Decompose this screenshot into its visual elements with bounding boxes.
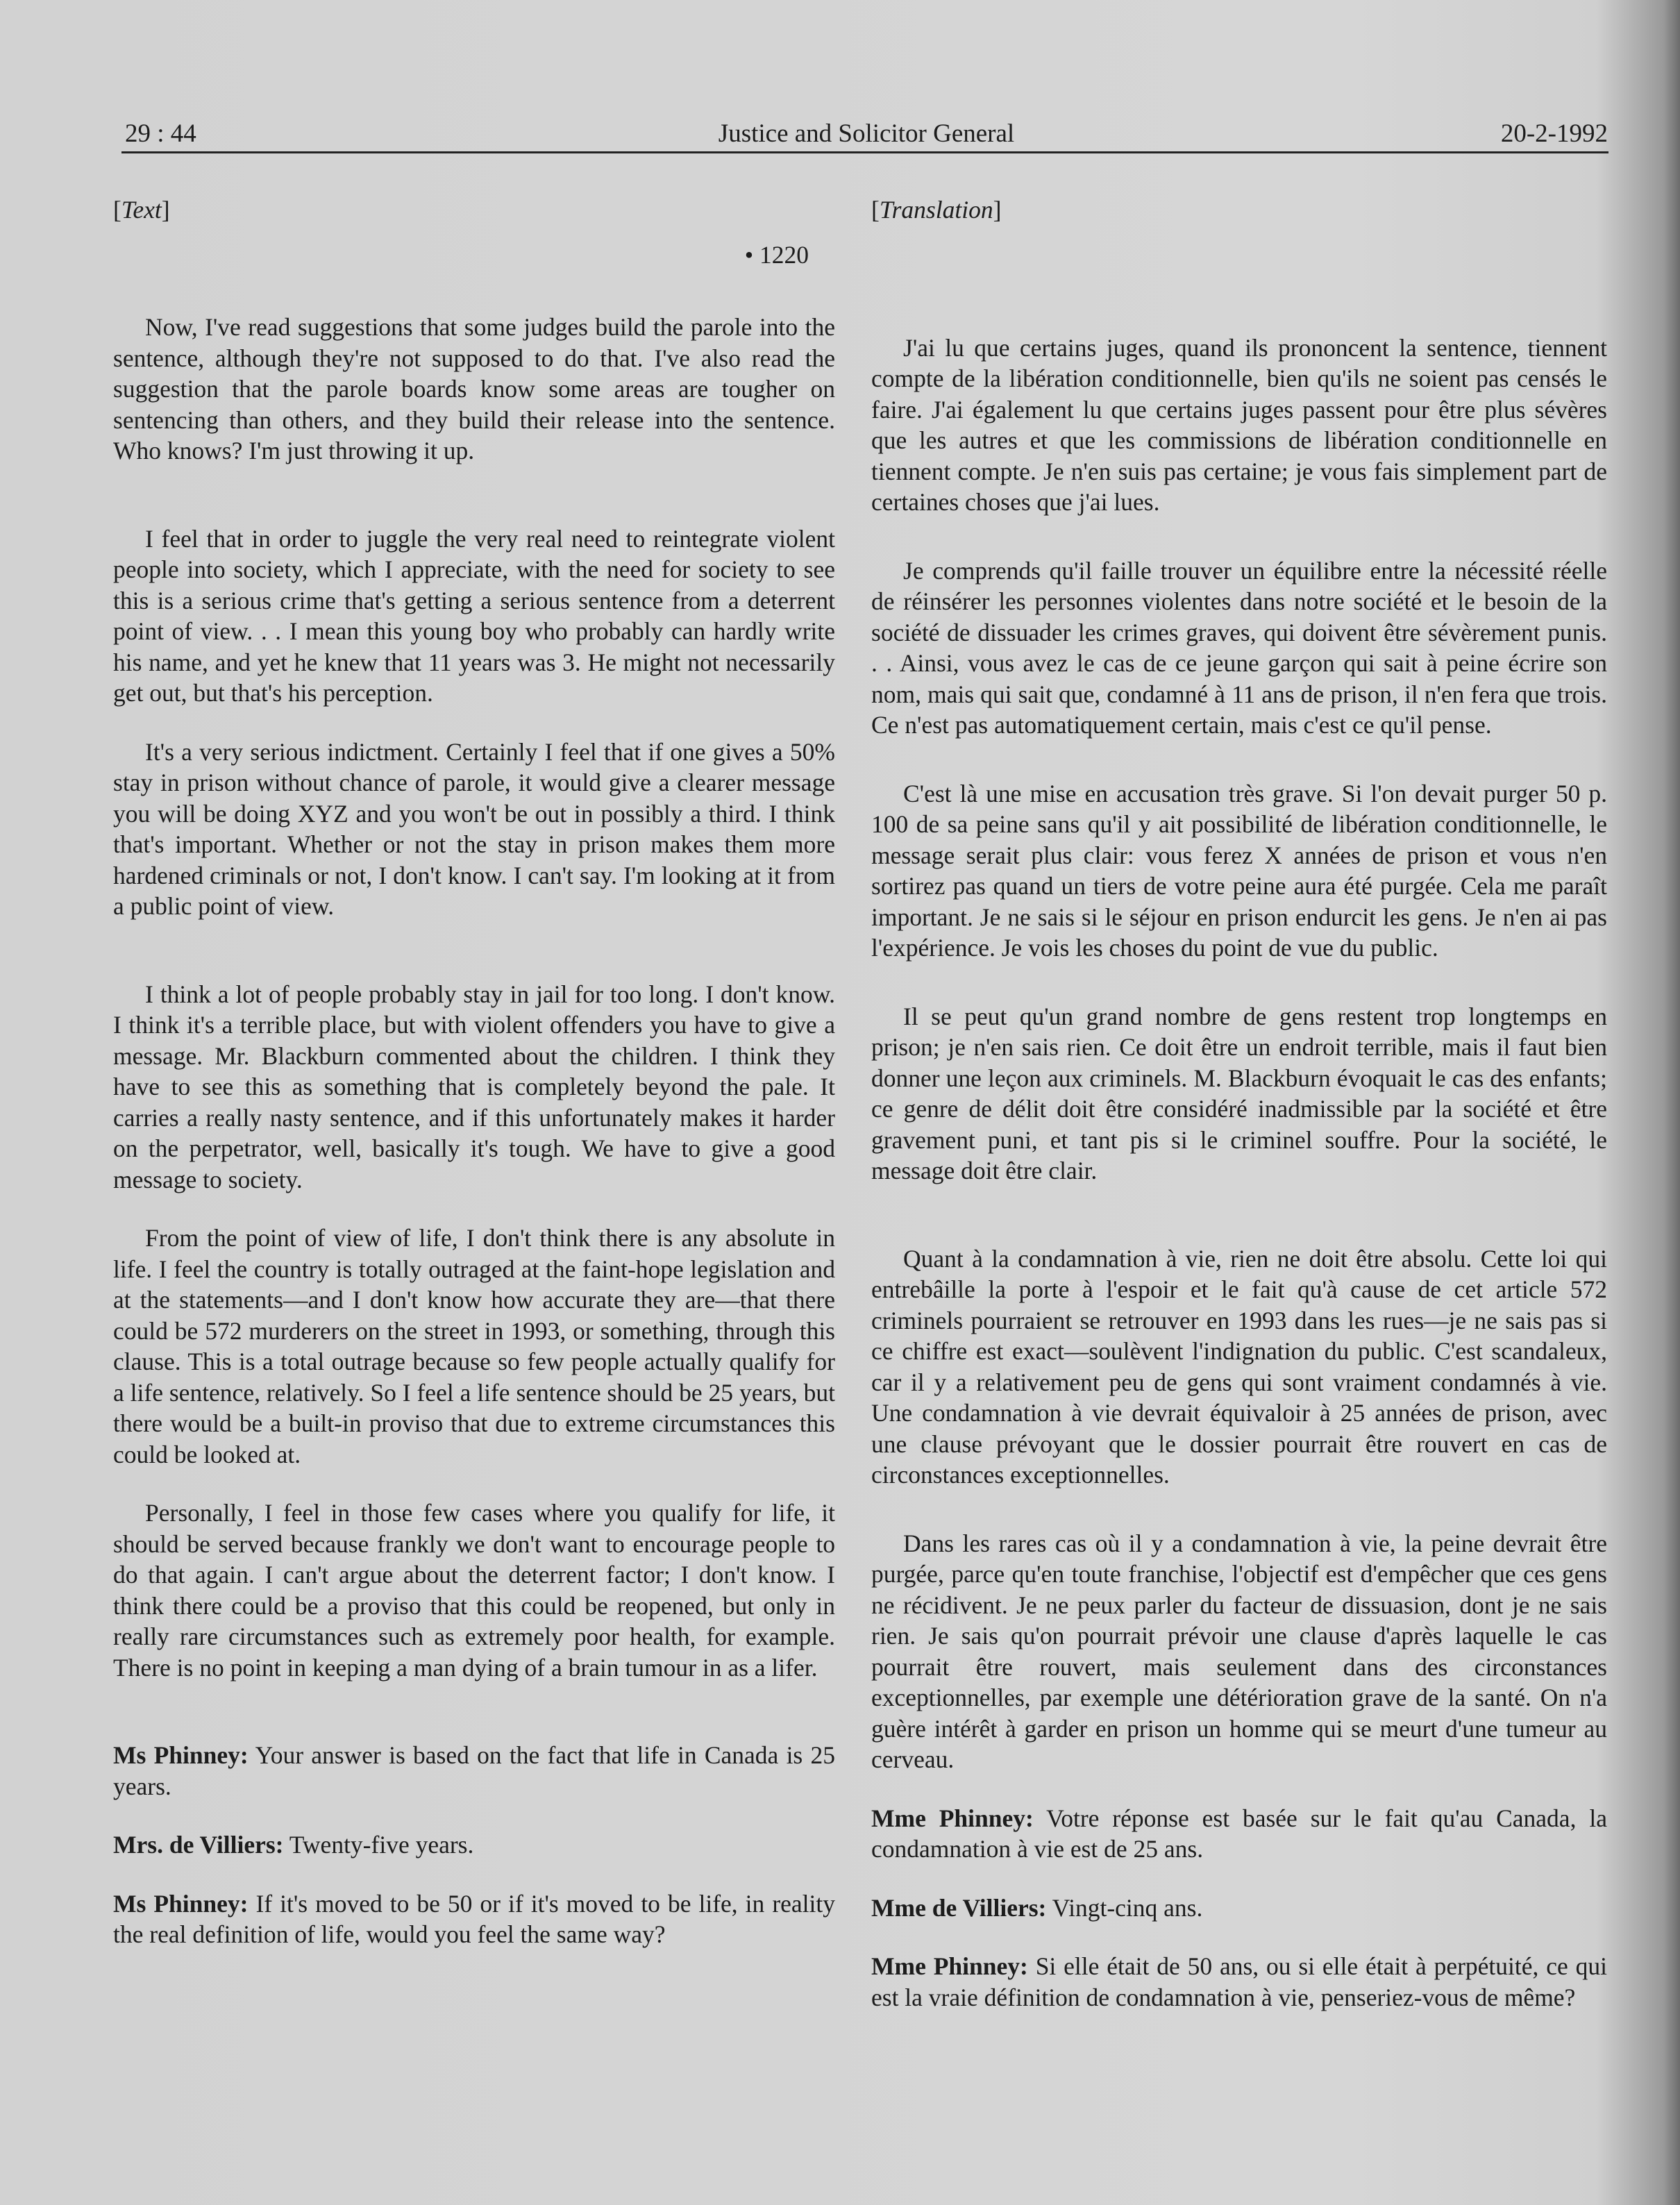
paragraph: Now, I've read suggestions that some judges build the parole into the sentence, although they're not supposed to do that. I've also read the suggestion that the parole boards know some areas are tougher on sentencing than others, and they build their release into the sentence. Who knows? I'm just throwing it up.: [113, 313, 835, 464]
exchange: [871, 1893, 1607, 1924]
paragraph: Personally, I feel in those few cases where you qualify for life, it should be served because frankly we don't want to encourage people to do that again. I can't argue about the deterrent factor; I don't know. I think there could be a proviso that this could be reopened, but only in really rare circumstances such as extremely poor health, for example. There is no point in keeping a man dying of a brain tumour in as a lifer.: [113, 1499, 835, 1682]
speech: Your answer is based on the fact that life in Canada is 25 years.: [113, 1741, 836, 1800]
exchange: [113, 1740, 835, 1802]
paragraph: It's a very serious indictment. Certainly I feel that if one gives a 50% stay in prison without chance of parole, it would give a clearer message you will be doing XYZ and you won't be out in possibly a third. I think that's important. Whether or not the stay in prison makes them more hardened criminals or not, I don't know. I can't say. I'm looking at it from a public point of view.: [113, 737, 835, 920]
exchange: [871, 1951, 1607, 2013]
time-marker: • 1220: [744, 240, 809, 269]
column-label-text: [Text]: [113, 196, 170, 224]
running-header: [125, 117, 1608, 151]
column-label-translation: [Translation]: [871, 196, 1002, 224]
exchange: [871, 1803, 1607, 1865]
paragraph: From the point of view of life, I don't think there is any absolute in life. I feel the country is totally outraged at the faint-hope legislation and at the statements—and I don't know how accurate they are—that there could be 572 murderers on the street in 1993, or something, through this clause. This is a total outrage because so few people actually qualify for a life sentence, relatively. So I feel a life sentence should be 25 years, but there would be a built-in proviso that due to extreme circumstances this could be looked at.: [113, 1224, 835, 1468]
speaker-name: Mme de Villiers:: [871, 1893, 1047, 1922]
speaker-name: Mrs. de Villiers:: [113, 1831, 284, 1859]
english-column: [113, 194, 835, 1950]
speech: Vingt-cinq ans.: [1052, 1893, 1203, 1922]
paragraph: C'est là une mise en accusation très grave. Si l'on devait purger 50 p. 100 de sa peine sans qu'il y ait possibilité de libération conditionnelle, le message serait plus clair: vous ferez X années de prison et vous n'en sortirez pas quand un tiers de votre peine aura été purgée. Cela me paraît important. Je ne sais si le séjour en prison endurcit les gens. Je n'en ai pas l'expérience. Je vois les choses du point de vue du public.: [871, 779, 1607, 962]
speech: Si elle était de 50 ans, ou si elle était à perpétuité, ce qui est la vraie définition de condamnation à vie, penseriez-vous de même?: [871, 1952, 1607, 2011]
paragraph: I think a lot of people probably stay in jail for too long. I don't know. I think it's a terrible place, but with violent offenders you have to give a message. Mr. Blackburn commented about the children. I think they have to see this as something that is completely beyond the pale. It carries a really nasty sentence, and if this unfortunately makes it harder on the perpetrator, well, basically it's tough. We have to give a good message to society.: [113, 980, 835, 1193]
speech: If it's moved to be 50 or if it's moved to be life, in reality the real definition of life, would you feel the same way?: [113, 1889, 835, 1948]
paragraph: Dans les rares cas où il y a condamnation à vie, la peine devrait être purgée, parce qu'en toute franchise, l'objectif est d'empêcher que ces gens ne récidivent. Je ne peux parler du facteur de dissuasion, dont je ne sais rien. Je sais qu'on pourrait prévoir une clause d'après laquelle le cas pourrait être rouvert, mais seulement dans des circonstances exceptionnelles, par exemple une détérioration grave de la santé. On n'a guère intérêt à garder en prison un homme qui se meurt d'une tumeur au cerveau.: [871, 1529, 1607, 1773]
header-title: Justice and Solicitor General: [718, 119, 1015, 148]
speaker-name: Ms Phinney:: [113, 1889, 249, 1918]
exchange: [113, 1888, 835, 1950]
speech: Twenty-five years.: [289, 1831, 474, 1859]
speaker-name: Mme Phinney:: [871, 1804, 1034, 1832]
header-rule: [121, 151, 1608, 153]
paragraph: Quant à la condamnation à vie, rien ne doit être absolu. Cette loi qui entrebâille la porte à l'espoir et le fait qu'à cause de cet article 572 criminels pourraient se retrouver en 1993 dans les rues—je ne sais pas si ce chiffre est exact—soulèvent l'indignation du public. C'est scandaleux, car il y a relativement peu de gens qui sont vraiment condamnés à vie. Une condamnation à vie devrait équivaloir à 25 années de prison, avec une clause prévoyant que le dossier pourrait être rouvert en cas de circonstances exceptionnelles.: [871, 1244, 1607, 1489]
paragraph: I feel that in order to juggle the very real need to reintegrate violent people into society, which I appreciate, with the need for society to see this is a serious crime that's getting a serious sentence from a deterrent point of view. . . I mean this young boy who probably can hardly write his name, and yet he knew that 11 years was 3. He might not necessarily get out, but that's his perception.: [113, 524, 835, 707]
speech: Votre réponse est basée sur le fait qu'au Canada, la condamnation à vie est de 25 ans.: [871, 1804, 1607, 1863]
exchange: [113, 1829, 835, 1861]
french-column: [871, 194, 1607, 2013]
paragraph: J'ai lu que certains juges, quand ils prononcent la sentence, tiennent compte de la libération conditionnelle, bien qu'ils ne soient pas censés le faire. J'ai également lu que certains juges passent pour être plus sévères que les autres et que les commissions de libération conditionnelle en tiennent compte. Je n'en suis pas certaine; je vous fais simplement part de certaines choses que j'ai lues.: [871, 333, 1607, 516]
speaker-name: Mme Phinney:: [871, 1952, 1028, 1980]
paragraph: Il se peut qu'un grand nombre de gens restent trop longtemps en prison; je n'en sais rien. Ce doit être un endroit terrible, mais il faut bien donner une leçon aux criminels. M. Blackburn évoquait le cas des enfants; ce genre de délit doit être considéré inadmissible par la société et être gravement puni, et tant pis si le criminel souffre. Pour la société, le message doit être clair.: [871, 1002, 1607, 1184]
page-reference: 29 : 44: [125, 119, 196, 148]
paragraph: Je comprends qu'il faille trouver un équilibre entre la nécessité réelle de réinsérer les personnes violentes dans notre société et le besoin de la société de dissuader les crimes graves, qui doivent être sévèrement punis. . . Ainsi, vous avez le cas de ce jeune garçon qui sait à peine écrire son nom, mais qui sait que, condamné à 11 ans de prison, il n'en fera que trois. Ce n'est pas automatiquement certain, mais c'est ce qu'il pense.: [871, 556, 1607, 739]
speaker-name: Ms Phinney:: [113, 1741, 249, 1769]
header-date: 20-2-1992: [1500, 119, 1608, 148]
